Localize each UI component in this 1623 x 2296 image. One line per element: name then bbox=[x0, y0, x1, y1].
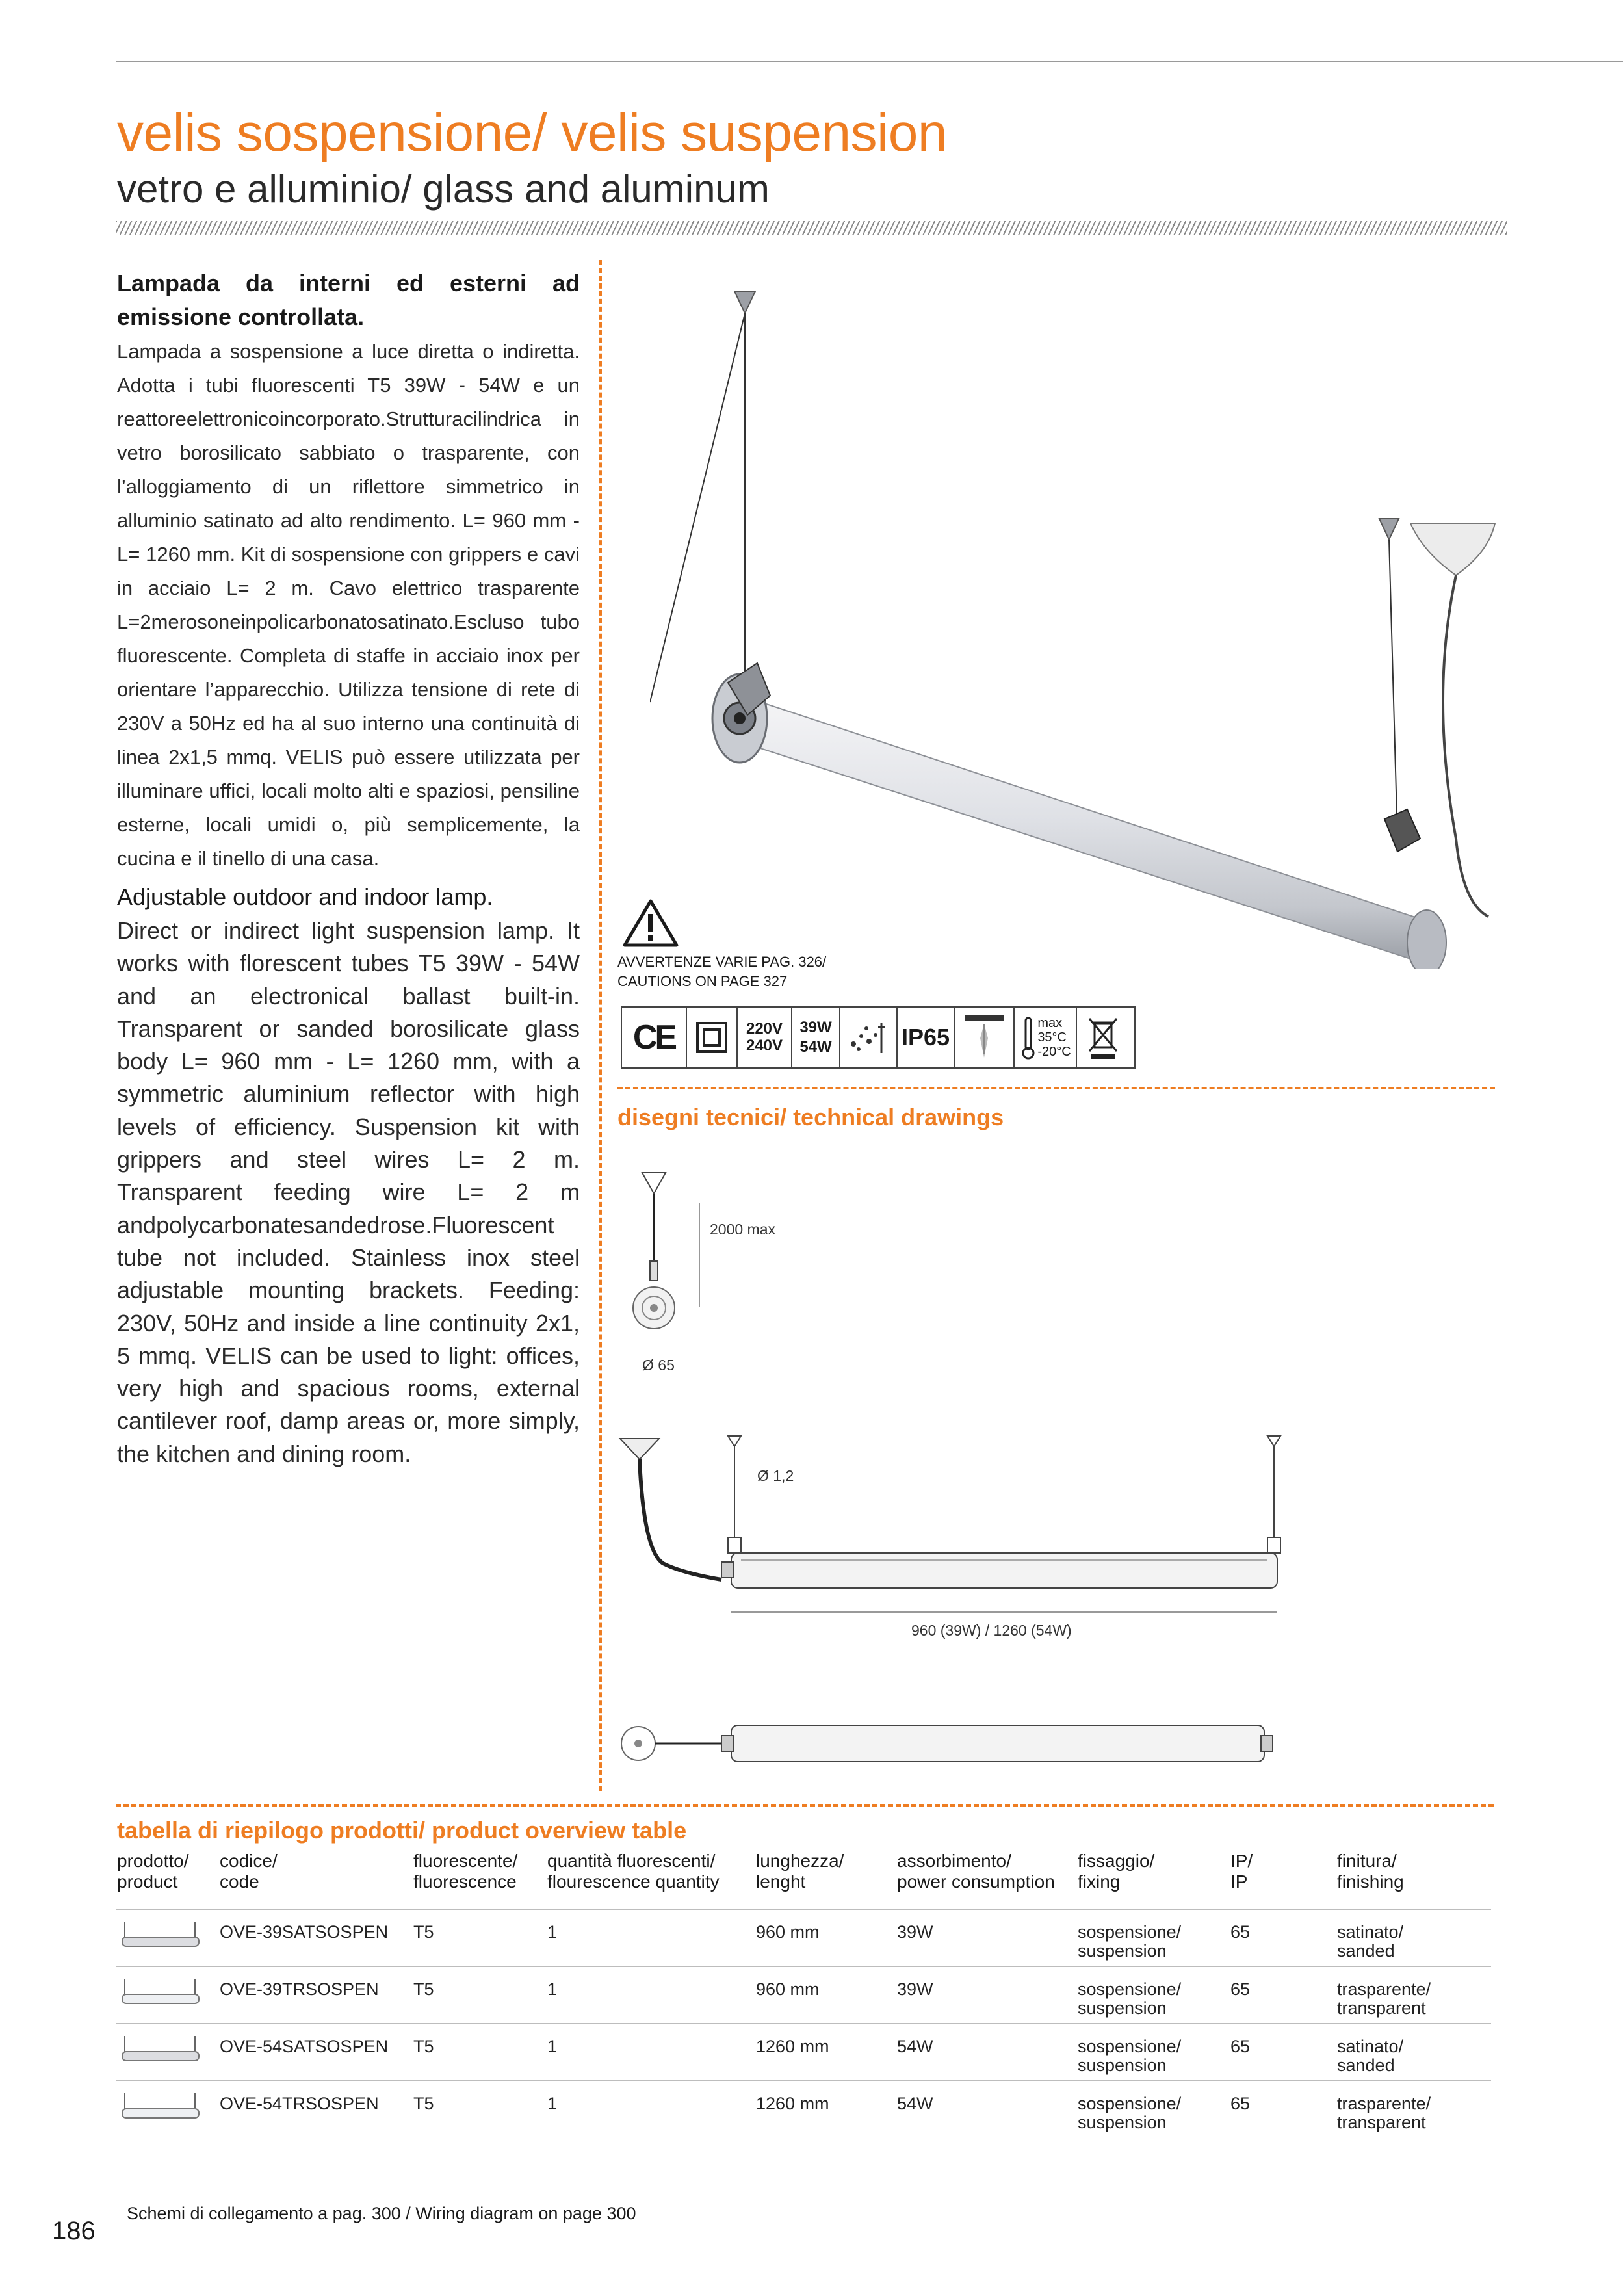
class-ii-icon bbox=[687, 1008, 738, 1067]
cell-quantity: 1 bbox=[547, 1979, 558, 1999]
length-dimension-label: 960 (39W) / 1260 (54W) bbox=[911, 1622, 1072, 1639]
lamp-tube-icon bbox=[712, 674, 1446, 969]
cell-fluorescence: T5 bbox=[413, 1922, 434, 1942]
page-subtitle: vetro e alluminio/ glass and aluminum bbox=[117, 167, 770, 211]
voltage-240: 240V bbox=[746, 1037, 783, 1054]
description-en-heading: Adjustable outdoor and indoor lamp. bbox=[117, 883, 493, 910]
right-ceiling-rose-icon bbox=[1379, 519, 1399, 540]
description-it-body: Lampada a sospensione a luce diretta o indiretta. Adotta i tubi fluorescenti T5 39W - 54W e un reattoreelettronicoincorporato.Strutturacilindrica in vetro borosilicato sabbiato o trasparente, con l’alloggiamento di un riflettore simmetrico in alluminio satinato ad alto rendimento. L= 960 mm - L= 1260 mm. Kit di sospensione con grippers e cavi in acciaio L= 2 m. Cavo elettrico trasparente L=2merosoneinpolicarbonatosatinato.Escluso tubo fluorescente. Completa di staffe in acciaio inox per orientare l’apparecchio. Utilizza tensione di rete di 230V a 50Hz ed ha al suo interno una continuità di linea 2x1,5 mmq. VELIS può essere utilizzata per illuminare uffici, locali molto alti e spaziosi, pensiline esterne, locali umidi o, più semplicemente, la cucina e il tinello di una casa. bbox=[117, 340, 580, 870]
wattage-39: 39W bbox=[799, 1019, 832, 1036]
table-heading: tabella di riepilogo prodotti/ product overview table bbox=[117, 1817, 687, 1844]
column-header-fluorescence: fluorescente/ fluorescence bbox=[413, 1851, 518, 1892]
wattage-icon bbox=[792, 1008, 840, 1067]
cell-length: 960 mm bbox=[756, 1979, 820, 1999]
cell-length: 960 mm bbox=[756, 1922, 820, 1942]
table-row bbox=[116, 1909, 1491, 1966]
cell-fixing: sospensione/ suspension bbox=[1078, 2094, 1182, 2132]
cell-code: OVE-54SATSOSPEN bbox=[220, 2037, 389, 2056]
column-header-product: prodotto/ product bbox=[117, 1851, 189, 1892]
temp-min-value: -20°C bbox=[1037, 1045, 1071, 1059]
cell-fluorescence: T5 bbox=[413, 2037, 434, 2056]
wattage-54: 54W bbox=[799, 1038, 832, 1056]
technical-drawings-heading: disegni tecnici/ technical drawings bbox=[617, 1104, 1004, 1130]
temp-max-label: max bbox=[1037, 1016, 1063, 1030]
cell-length: 1260 mm bbox=[756, 2094, 829, 2113]
cell-ip: 65 bbox=[1230, 1922, 1251, 1942]
cell-power: 39W bbox=[897, 1922, 933, 1942]
thermometer-icon bbox=[1015, 1008, 1077, 1067]
cell-code: OVE-54TRSOSPEN bbox=[220, 2094, 379, 2113]
product-thumbnail-icon bbox=[118, 2088, 203, 2127]
cautions-line-2: CAUTIONS ON PAGE 327 bbox=[617, 973, 788, 989]
wire-diameter-label: Ø 1,2 bbox=[757, 1467, 794, 1484]
cell-ip: 65 bbox=[1230, 1979, 1251, 1999]
page-title: velis sospensione/ velis suspension bbox=[117, 103, 948, 163]
cell-finishing: trasparente/ transparent bbox=[1337, 2094, 1431, 2132]
cell-ip: 65 bbox=[1230, 2037, 1251, 2056]
voltage-220: 220V bbox=[746, 1020, 783, 1037]
cell-power: 39W bbox=[897, 1979, 933, 1999]
column-divider bbox=[599, 260, 602, 1791]
column-header-code: codice/ code bbox=[220, 1851, 278, 1892]
wiring-note: Schemi di collegamento a pag. 300 / Wiring diagram on page 300 bbox=[127, 2204, 636, 2223]
cell-finishing: satinato/ sanded bbox=[1337, 2037, 1404, 2075]
cell-quantity: 1 bbox=[547, 2037, 558, 2056]
cell-quantity: 1 bbox=[547, 1922, 558, 1942]
product-thumbnail-icon bbox=[118, 1916, 203, 1955]
table-row bbox=[116, 2080, 1491, 2137]
column-header-finishing: finitura/ finishing bbox=[1337, 1851, 1404, 1892]
column-header-ip: IP/ IP bbox=[1230, 1851, 1253, 1892]
product-thumbnail-icon bbox=[118, 1974, 203, 2013]
sand-resistant-icon bbox=[840, 1008, 898, 1067]
cell-length: 1260 mm bbox=[756, 2037, 829, 2056]
product-photo bbox=[650, 280, 1508, 969]
certification-strip bbox=[621, 1006, 1136, 1069]
temp-max-value: 35°C bbox=[1037, 1030, 1067, 1045]
column-header-length: lunghezza/ lenght bbox=[756, 1851, 844, 1892]
weee-bin-icon bbox=[1077, 1008, 1129, 1067]
cautions-note bbox=[617, 952, 826, 991]
cautions-line-1: AVVERTENZE VARIE PAG. 326/ bbox=[617, 954, 827, 970]
section-divider-table bbox=[116, 1804, 1494, 1807]
page-number: 186 bbox=[52, 2217, 96, 2245]
cell-fixing: sospensione/ suspension bbox=[1078, 1979, 1182, 2018]
cell-code: OVE-39TRSOSPEN bbox=[220, 1979, 379, 1999]
column-header-quantity: quantità fluorescenti/ flourescence quantity bbox=[547, 1851, 720, 1892]
height-dimension-line bbox=[695, 1203, 708, 1307]
hatch-divider bbox=[116, 221, 1507, 235]
power-rose-icon bbox=[1410, 523, 1495, 575]
column-header-power: assorbimento/ power consumption bbox=[897, 1851, 1055, 1892]
column-header-fixing: fissaggio/ fixing bbox=[1078, 1851, 1155, 1892]
cell-finishing: trasparente/ transparent bbox=[1337, 1979, 1431, 2018]
ce-mark-icon: CE bbox=[622, 1008, 687, 1067]
shower-icon bbox=[955, 1008, 1015, 1067]
product-thumbnail-icon bbox=[118, 2031, 203, 2070]
diameter-dimension-label: Ø 65 bbox=[642, 1357, 675, 1374]
cell-ip: 65 bbox=[1230, 2094, 1251, 2113]
voltage-icon bbox=[738, 1008, 792, 1067]
warning-triangle-icon bbox=[621, 897, 681, 949]
front-view-drawing bbox=[617, 1433, 1300, 1622]
top-rule bbox=[116, 61, 1623, 62]
height-dimension-label: 2000 max bbox=[710, 1221, 776, 1238]
description-it-heading: Lampada da interni ed esterni ad emissione controllata. bbox=[117, 270, 580, 330]
cell-code: OVE-39SATSOSPEN bbox=[220, 1922, 389, 1942]
cell-power: 54W bbox=[897, 2094, 933, 2113]
ip-rating-icon: IP65 bbox=[898, 1008, 955, 1067]
table-row bbox=[116, 1966, 1491, 2023]
table-row bbox=[116, 2023, 1491, 2080]
cell-fixing: sospensione/ suspension bbox=[1078, 2037, 1182, 2075]
top-view-drawing bbox=[617, 1716, 1300, 1775]
cell-quantity: 1 bbox=[547, 2094, 558, 2113]
left-ceiling-rose-icon bbox=[734, 291, 755, 313]
cell-fluorescence: T5 bbox=[413, 1979, 434, 1999]
cell-fixing: sospensione/ suspension bbox=[1078, 1922, 1182, 1961]
cell-fluorescence: T5 bbox=[413, 2094, 434, 2113]
description-en-body: Direct or indirect light suspension lamp. It works with florescent tubes T5 39W - 54W and an electronical ballast built-in. Transparent or sanded borosilicate glass body L= 960 mm - L= 1260 mm, with a symmetric aluminium reflector with high levels of efficiency. Suspension kit with grippers and steel wires L= 2 m. Transparent feeding wire L= 2 m andpolycarbonatesandedrose.Fluorescent tube not included. Stainless inox steel adjustable mounting brackets. Feeding: 230V, 50Hz and inside a line continuity 2x1, 5 mmq. VELIS can be used to light: offices, very high and spacious rooms, external cantilever roof, damp areas or, more simply, the kitchen and dining room. bbox=[117, 917, 580, 1467]
section-divider-technical bbox=[617, 1087, 1495, 1089]
cell-power: 54W bbox=[897, 2037, 933, 2056]
cell-finishing: satinato/ sanded bbox=[1337, 1922, 1404, 1961]
